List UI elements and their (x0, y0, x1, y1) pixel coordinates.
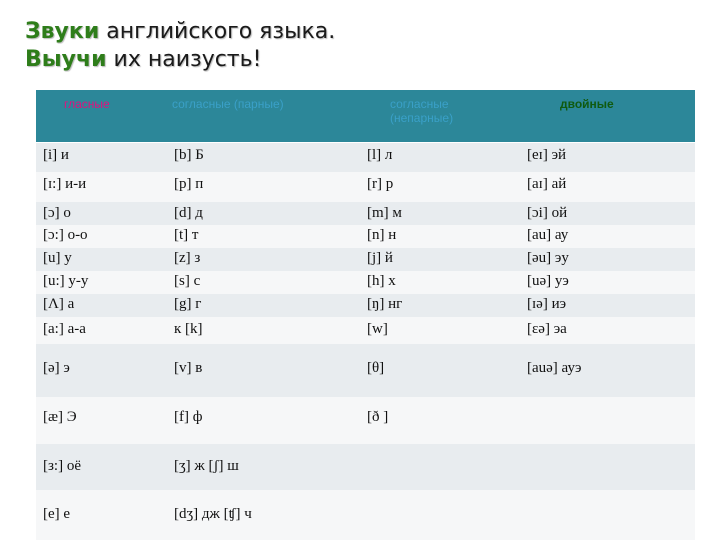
table-cell-p: [t] т (174, 227, 199, 243)
table-row (36, 225, 695, 249)
table-cell-p: к [k] (174, 321, 203, 337)
table-cell-u: [m] м (367, 205, 402, 221)
table-cell-d: [uə] уэ (527, 273, 569, 289)
phonetics-table (36, 90, 695, 540)
table-row (36, 294, 695, 318)
title-rest-2: их наизусть! (106, 47, 262, 72)
table-row (36, 172, 695, 203)
table-cell-d: [eɪ] эй (527, 147, 567, 163)
table-cell-u: [θ] (367, 360, 385, 376)
table-cell-p: [g] г (174, 296, 202, 312)
slide-title (25, 18, 705, 74)
table-cell-u: [r] р (367, 176, 394, 192)
table-cell-p: [d] д (174, 205, 203, 221)
table-cell-d: [au] ау (527, 227, 569, 243)
table-row (36, 271, 695, 295)
table-cell-d: [ɔi] ой (527, 205, 568, 221)
table-row (36, 248, 695, 272)
table-cell-p: [dʒ] дж [ʧ] ч (174, 506, 252, 522)
table-cell-u: [w] (367, 321, 388, 337)
table-row (36, 444, 695, 491)
table-cell-d: [aɪ] ай (527, 176, 567, 192)
table-row (36, 344, 695, 398)
table-cell-u: [j] й (367, 250, 393, 266)
table-header (36, 90, 695, 142)
table-cell-v: [u] у (43, 250, 72, 266)
header-diphthongs: двойные (560, 97, 614, 111)
table-cell-p: [v] в (174, 360, 203, 376)
table-cell-v: [e] е (43, 506, 71, 522)
title-accent-word-1: Звуки (25, 19, 100, 44)
table-cell-u: [h] х (367, 273, 396, 289)
table-cell-v: [ɔ] о (43, 205, 71, 221)
table-cell-p: [b] Б (174, 147, 204, 163)
table-row (36, 317, 695, 345)
table-cell-p: [z] з (174, 250, 201, 266)
table-cell-v: [i] и (43, 147, 69, 163)
table-cell-p: [p] п (174, 176, 204, 192)
header-vowels: гласные (64, 97, 110, 111)
table-cell-v: [ɪ:] и-и (43, 176, 87, 192)
table-row (36, 490, 695, 540)
table-cell-u: [ŋ] нг (367, 296, 403, 312)
table-row (36, 202, 695, 226)
table-cell-d: [ɛə] эа (527, 321, 567, 337)
title-line-1 (25, 18, 705, 46)
table-cell-p: [f] ф (174, 409, 203, 425)
table-cell-u: [l] л (367, 147, 393, 163)
table-cell-v: [æ] Э (43, 409, 77, 425)
table-cell-v: [ə] э (43, 360, 70, 376)
table-cell-v: [з:] оё (43, 458, 81, 474)
table-cell-p: [ʒ] ж [ʃ] ш (174, 458, 239, 474)
table-cell-p: [s] с (174, 273, 201, 289)
header-consonants-unpaired: согласные (непарные) (390, 97, 454, 125)
table-cell-u: [n] н (367, 227, 397, 243)
title-rest-1: английского языка. (99, 19, 336, 44)
table-cell-d: [əu] эу (527, 250, 569, 266)
title-line-2 (25, 46, 705, 74)
table-cell-d: [auə] ауэ (527, 360, 582, 376)
table-cell-v: [a:] а-а (43, 321, 86, 337)
table-cell-d: [ɪə] иэ (527, 296, 567, 312)
title-accent-word-2: Выучи (25, 47, 107, 72)
table-row (36, 397, 695, 445)
header-consonants-paired: согласные (парные) (172, 97, 284, 111)
table-cell-v: [Λ] а (43, 296, 75, 312)
table-cell-u: [ð ] (367, 409, 389, 425)
table-cell-v: [u:] у-у (43, 273, 89, 289)
table-row (36, 143, 695, 173)
table-cell-v: [ɔ:] о-о (43, 227, 88, 243)
